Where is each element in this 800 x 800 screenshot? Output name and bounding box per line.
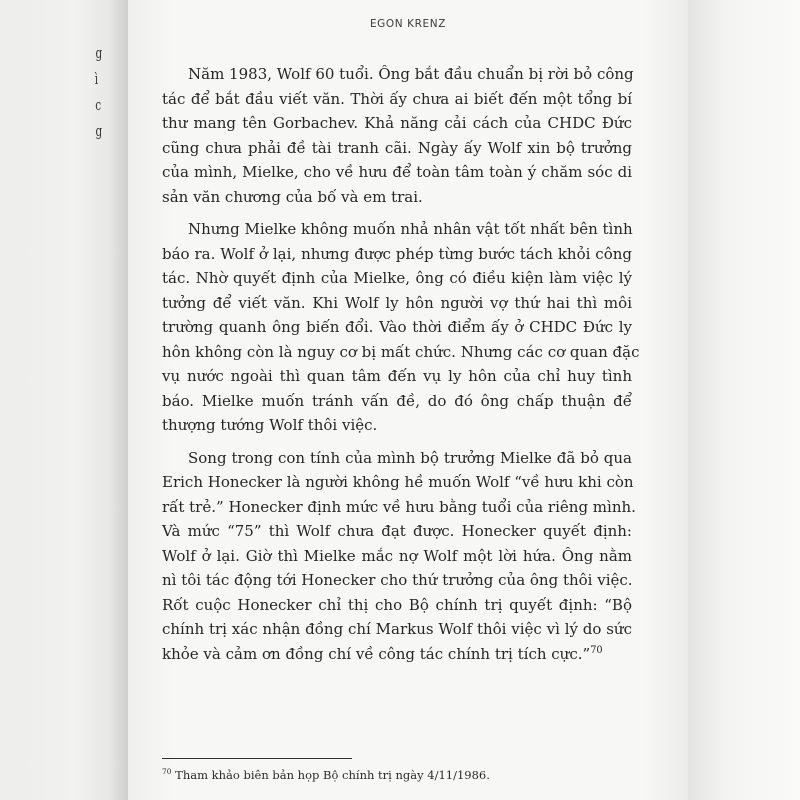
footnote-divider bbox=[162, 758, 352, 759]
text-line: tác để bắt đầu viết văn. Thời ấy chưa ai biết đến một tổng bí bbox=[162, 89, 632, 108]
left-page-fragment: g bbox=[95, 44, 103, 62]
paragraph-2 bbox=[162, 217, 640, 438]
text-line: chính trị xác nhận đồng chí Markus Wolf thôi việc vì lý do sức bbox=[162, 620, 632, 638]
text-line: báo ra. Wolf ở lại, nhưng được phép từng bước tách khỏi công bbox=[162, 244, 632, 263]
running-head: EGON KRENZ bbox=[369, 18, 447, 30]
text-line: cũng chưa phải đề tài tranh cãi. Ngày ấy Wolf xin bộ trưởng bbox=[162, 138, 632, 157]
text-line: Rốt cuộc Honecker chỉ thị cho Bộ chính trị quyết định: “Bộ bbox=[162, 595, 632, 614]
right-page-edge bbox=[688, 0, 800, 800]
text-line: sản văn chương của bố và em trai. bbox=[162, 187, 423, 206]
paragraph-3 bbox=[162, 446, 636, 667]
text-line: báo. Mielke muốn tránh vấn đề, do đó ông chấp thuận để bbox=[162, 391, 632, 410]
text-line: trường quanh ông biến đổi. Vào thời điểm ấy ở CHDC Đức ly bbox=[162, 318, 632, 336]
text-line: Song trong con tính của mình bộ trưởng Mielke đã bỏ qua bbox=[188, 448, 632, 467]
footnote-text: Tham khảo biên bản họp Bộ chính trị ngày 4/11/1986. bbox=[175, 768, 490, 782]
text-line: thư mang tên Gorbachev. Khả năng cải cách của CHDC Đức bbox=[162, 114, 632, 132]
left-page-fragment: g bbox=[95, 122, 103, 140]
footnote-number: 70 bbox=[162, 767, 172, 777]
text-line: nì tôi tác động tới Honecker cho thứ trưởng của ông thôi việc. bbox=[162, 571, 633, 589]
left-page-fragment: ì bbox=[94, 70, 99, 88]
text-line: tưởng để viết văn. Khi Wolf ly hôn người vợ thứ hai thì môi bbox=[162, 293, 632, 312]
left-page-fragment: c bbox=[95, 96, 102, 114]
text-line: Năm 1983, Wolf 60 tuổi. Ông bắt đầu chuẩn bị rời bỏ công bbox=[188, 65, 634, 83]
footnote-reference[interactable]: 70 bbox=[590, 644, 603, 656]
text-line: khỏe và cảm ơn đồng chí về công tác chính trị tích cực.” bbox=[162, 644, 591, 663]
text-line: Nhưng Mielke không muốn nhả nhân vật tốt nhất bên tình bbox=[188, 220, 633, 238]
book-page bbox=[128, 0, 688, 800]
text-line: rất trẻ.” Honecker định mức về hưu bằng tuổi của riêng mình. bbox=[162, 497, 636, 516]
text-line-with-footnote-ref bbox=[162, 642, 632, 667]
left-page-edge bbox=[0, 0, 128, 800]
text-line: hôn không còn là nguy cơ bị mất chức. Nhưng các cơ quan đặc bbox=[162, 342, 640, 361]
text-line: Erich Honecker là người không hề muốn Wolf “về hưu khi còn bbox=[162, 473, 634, 491]
text-line: thượng tướng Wolf thôi việc. bbox=[162, 416, 378, 434]
text-line: của mình, Mielke, cho về hưu để toàn tâm toàn ý chăm sóc di bbox=[162, 163, 632, 181]
text-line: Và mức “75” thì Wolf chưa đạt được. Honecker quyết định: bbox=[162, 522, 632, 540]
text-line: vụ nước ngoài thì quan tâm đến vụ ly hôn của chỉ huy tình bbox=[162, 367, 632, 385]
footnote bbox=[162, 768, 632, 782]
body-text bbox=[162, 62, 640, 674]
text-line: Wolf ở lại. Giờ thì Mielke mắc nợ Wolf một lời hứa. Ông nằm bbox=[162, 546, 632, 565]
paragraph-1 bbox=[162, 62, 632, 209]
text-line: tác. Nhờ quyết định của Mielke, ông có điều kiện làm việc lý bbox=[162, 269, 632, 287]
